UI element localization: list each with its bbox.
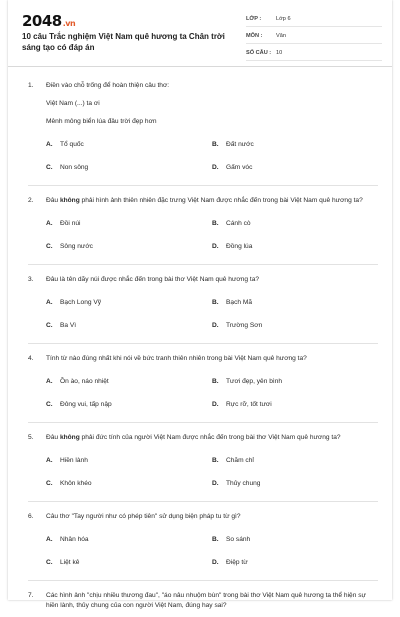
- answer-option[interactable]: D. Trường Sơn: [212, 322, 263, 329]
- question-text: Đâu không phải đức tính của người Việt Nam được nhắc đến trong bài thơ Việt Nam quê hương ta?: [46, 434, 341, 441]
- question-item: [28, 81, 378, 186]
- meta-label: SỐ CÂU :: [246, 50, 272, 56]
- question-text: Điền vào chỗ trống để hoàn thiện câu thơ:: [46, 82, 170, 89]
- answer-option[interactable]: B. Tươi đẹp, yên bình: [212, 378, 283, 385]
- question-number: 2.: [28, 197, 34, 204]
- answer-option[interactable]: D. Điệp từ: [212, 559, 248, 566]
- answer-options: [46, 133, 378, 179]
- answer-option[interactable]: A. Bạch Long Vỹ: [46, 299, 102, 306]
- meta-label: MÔN :: [246, 33, 263, 39]
- document-page: [8, 0, 392, 609]
- question-text: Đâu không phải hình ảnh thiên nhiên đặc trưng Việt Nam được nhắc đến trong bài Việt Nam quê hương ta?: [46, 197, 363, 204]
- answer-option[interactable]: B. Đất nước: [212, 141, 254, 148]
- question-text: Tính từ nào đúng nhất khi nói về bức tranh thiên nhiên trong bài Việt Nam quê hương ta?: [46, 355, 307, 362]
- question-item: [28, 196, 378, 265]
- meta-row-count: [246, 46, 382, 61]
- answer-option[interactable]: D. Thủy chung: [212, 480, 261, 487]
- meta-value: 10: [276, 50, 283, 56]
- meta-label: LỚP :: [246, 16, 262, 22]
- answer-option[interactable]: B. Cánh cò: [212, 220, 251, 227]
- answer-options: [46, 212, 378, 258]
- answer-option[interactable]: D. Rực rỡ, tốt tươi: [212, 401, 272, 408]
- answer-option[interactable]: B. Bạch Mã: [212, 299, 253, 306]
- question-text: Câu thơ "Tay người như có phép tiên" sử dụng biện pháp tu từ gì?: [46, 513, 241, 520]
- question-number: 7.: [28, 592, 34, 599]
- question-item: [28, 512, 378, 581]
- question-item: [28, 354, 378, 423]
- answer-option[interactable]: C. Liệt kê: [46, 559, 80, 566]
- answer-option[interactable]: A. Hiền lành: [46, 457, 88, 464]
- answer-option[interactable]: C. Khôn khéo: [46, 480, 92, 487]
- question-number: 4.: [28, 355, 34, 362]
- question-item: [28, 591, 378, 617]
- answer-option[interactable]: D. Đồng lúa: [212, 243, 253, 250]
- question-number: 5.: [28, 434, 34, 441]
- answer-option[interactable]: C. Ba Vì: [46, 322, 77, 329]
- meta-info: [246, 12, 382, 63]
- answer-options: [46, 291, 378, 337]
- verse-line: Việt Nam (...) ta ơi: [46, 100, 100, 107]
- answer-option[interactable]: B. So sánh: [212, 536, 251, 543]
- meta-row-subject: [246, 29, 382, 44]
- answer-option[interactable]: C. Sông nước: [46, 243, 93, 250]
- answer-option[interactable]: A. Nhân hóa: [46, 536, 89, 543]
- answer-options: [46, 370, 378, 416]
- meta-value: Văn: [276, 33, 286, 39]
- question-number: 6.: [28, 513, 34, 520]
- document-header: [8, 0, 392, 67]
- answer-option[interactable]: A. Ồn ào, náo nhiệt: [46, 378, 109, 385]
- answer-options: [46, 449, 378, 495]
- verse-line: Mênh mông biển lúa đâu trời đẹp hơn: [46, 118, 157, 125]
- answer-option[interactable]: D. Gấm vóc: [212, 164, 253, 171]
- question-item: [28, 433, 378, 502]
- question-text: Các hình ảnh "chịu nhiều thương đau", "áo nâu nhuộm bùn" trong bài thơ Việt Nam quê hương ta thể hiện sự hiền lành, thủy chung của con người Việt Nam, đúng hay sai?: [46, 592, 366, 609]
- answer-option[interactable]: B. Chăm chỉ: [212, 457, 254, 464]
- answer-option[interactable]: C. Non sông: [46, 164, 89, 171]
- site-logo[interactable]: 2048.vn: [22, 12, 76, 30]
- answer-option[interactable]: A. Tổ quốc: [46, 141, 84, 148]
- question-number: 1.: [28, 82, 34, 89]
- question-list: [8, 67, 392, 617]
- meta-row-class: [246, 12, 382, 27]
- answer-option[interactable]: C. Đông vui, tấp nập: [46, 401, 112, 408]
- answer-options: [46, 528, 378, 574]
- meta-value: Lớp 6: [276, 16, 291, 22]
- document-title: 10 câu Trắc nghiệm Việt Nam quê hương ta Chân trời sáng tạo có đáp án: [22, 32, 225, 52]
- answer-option[interactable]: A. Đồi núi: [46, 220, 81, 227]
- question-number: 3.: [28, 276, 34, 283]
- question-text: Đâu là tên dãy núi được nhắc đến trong bài thơ Việt Nam quê hương ta?: [46, 276, 260, 283]
- question-item: [28, 275, 378, 344]
